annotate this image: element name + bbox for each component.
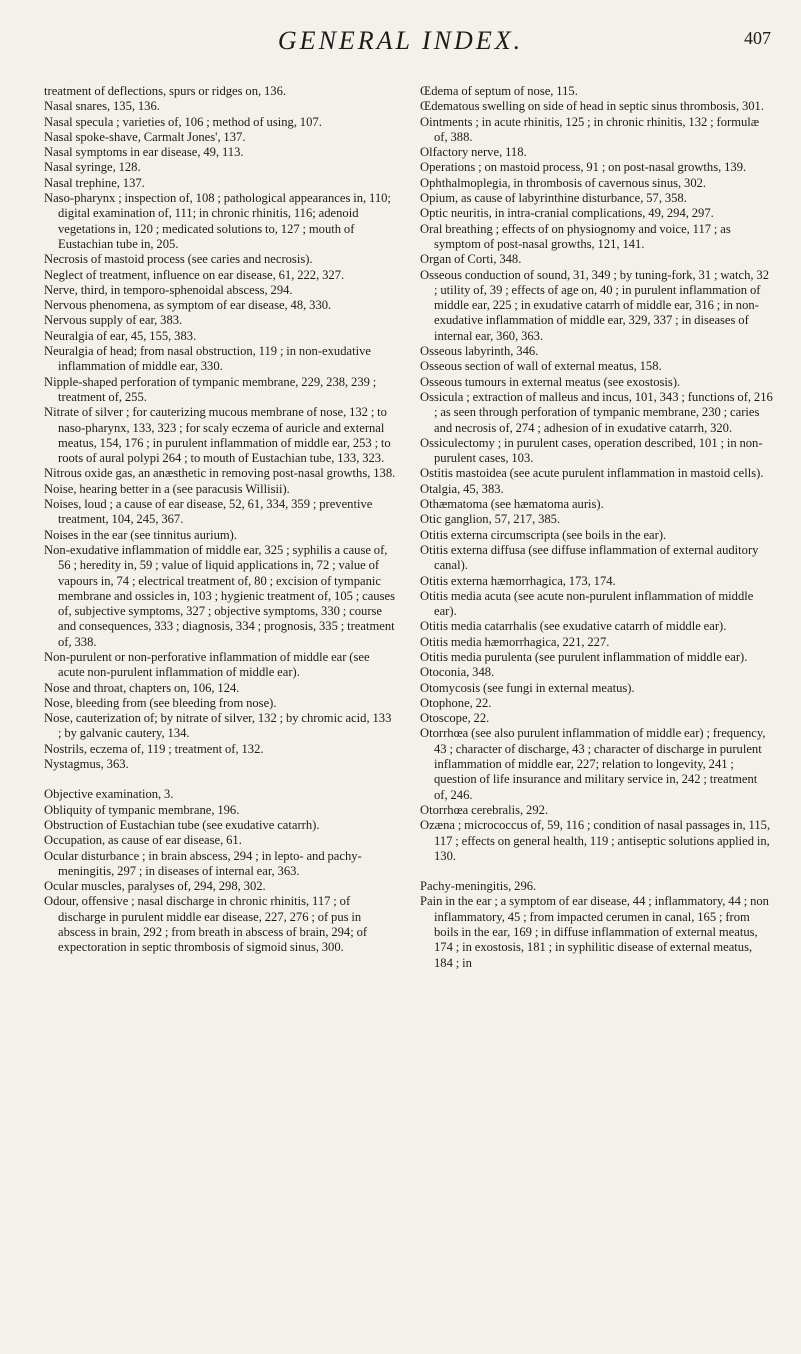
index-entry: Noise, hearing better in a (see paracusis Willisii). (44, 481, 290, 496)
index-entry: Nervous phenomena, as symptom of ear disease, 48, 330. (44, 298, 332, 313)
page-number: 407 (744, 28, 771, 48)
index-entry: Oral breathing ; effects of on physiognomy and voice, 117 ; as symptom of post-nasal growths, 121, 141. (420, 221, 731, 251)
right-index-column (420, 84, 773, 971)
index-entry: Organ of Corti, 348. (420, 252, 522, 267)
index-entry: Otitis externa hæmorrhagica, 173, 174. (420, 573, 616, 588)
index-entry: Non-exudative inflammation of middle ear, 325 ; syphilis a cause of, 56 ; heredity in, 59 ; value of liquid applications in, 72 ; value of vapours in, 74 ; electrical treatment of, 80 ; excision of tympanic membrane and ossicles in, 103 ; hygienic treatment of, 105 ; causes of, subjective symptoms, 327 ; objective symptoms, 330 ; course and consequences, 333 ; diagnosis, 334 ; prognosis, 335 ; treatment of, 338. (44, 542, 395, 649)
index-entry: Œdematous swelling on side of head in septic sinus thrombosis, 301. (420, 99, 764, 114)
index-entry: Nostrils, eczema of, 119 ; treatment of, 132. (44, 741, 264, 756)
index-entry: Nipple-shaped perforation of tympanic membrane, 229, 238, 239 ; treatment of, 255. (44, 374, 377, 404)
index-entry: Otitis externa circumscripta (see boils in the ear). (420, 527, 667, 542)
index-entry: Otitis media hæmorrhagica, 221, 227. (420, 634, 610, 649)
index-entry: Otitis externa diffusa (see diffuse inflammation of external auditory canal). (420, 542, 759, 573)
index-entry: Nasal trephine, 137. (44, 175, 145, 190)
index-entry: Œdema of septum of nose, 115. (420, 84, 578, 98)
index-entry: Opium, as cause of labyrinthine disturbance, 57, 358. (420, 191, 687, 206)
index-entry: Nerve, third, in temporo-sphenoidal abscess, 294. (44, 282, 293, 297)
index-entry: Nose and throat, chapters on, 106, 124. (44, 680, 240, 695)
section-gap (420, 864, 773, 879)
index-entry: Nasal specula ; varieties of, 106 ; method of using, 107. (44, 114, 322, 129)
index-entry: Ossicula ; extraction of malleus and incus, 101, 343 ; functions of, 216 ; as seen through perforation of tympanic membrane, 230 ; caries and necrosis of, 274 ; adhesion of in exudative catarrh, 320. (420, 389, 773, 435)
index-entry: Ocular disturbance ; in brain abscess, 294 ; in lepto- and pachy-meningitis, 297 ; in diseases of internal ear, 363. (44, 848, 362, 878)
index-entry: Otitis media acuta (see acute non-purulent inflammation of middle ear). (420, 588, 754, 619)
index-entry: Olfactory nerve, 118. (420, 145, 527, 160)
index-entry: Neuralgia of head; from nasal obstruction, 119 ; in non-exudative inflammation of middle ear, 330. (44, 344, 371, 374)
index-entry: Pain in the ear ; a symptom of ear disease, 44 ; inflammatory, 44 ; non inflammatory, 45 ; from impacted cerumen in canal, 165 ; from boils in the ear, 169 ; in diffuse inflammation of external meatus, 174 ; in exostosis, 181 ; in syphilitic disease of external meatus, 184 ; in (420, 894, 769, 970)
index-entry: Obstruction of Eustachian tube (see exudative catarrh). (44, 817, 320, 832)
index-entry: Nasal syringe, 128. (44, 160, 141, 175)
index-entry: Othæmatoma (see hæmatoma auris). (420, 497, 604, 512)
index-entry: Obliquity of tympanic membrane, 196. (44, 802, 240, 817)
index-entry: Nervous supply of ear, 383. (44, 313, 183, 328)
index-entry: Ozæna ; micrococcus of, 59, 116 ; condition of nasal passages in, 115, 117 ; effects on general health, 119 ; antiseptic solutions applied in, 130. (420, 818, 771, 863)
index-entry: Otorrhœa (see also purulent inflammation of middle ear) ; frequency, 43 ; character of discharge, 43 ; character of discharge in purulent inflammation of middle ear, 227; relation to longevity, 241 ; question of life insurance and military service in, 242 ; treatment of, 246. (420, 726, 766, 802)
index-entry: Osseous section of wall of external meatus, 158. (420, 359, 662, 374)
index-entry: Osseous conduction of sound, 31, 349 ; by tuning-fork, 31 ; watch, 32 ; utility of, 39 ; effects of age on, 40 ; in purulent inflammation of middle ear, 225 ; in exudative catarrh of middle ear, 316 ; in non-exudative inflammation of middle ear, 329, 337 ; in diseases of internal ear, 360, 363. (420, 267, 769, 343)
index-entry: Occupation, as cause of ear disease, 61. (44, 833, 242, 848)
index-entry: Objective examination, 3. (44, 787, 174, 802)
index-entry: Otitis media purulenta (see purulent inflammation of middle ear). (420, 649, 748, 664)
index-entry: Otitis media catarrhalis (see exudative catarrh of middle ear). (420, 619, 727, 634)
index-entry: Nasal snares, 135, 136. (44, 99, 160, 114)
index-entry: Pachy-meningitis, 296. (420, 879, 537, 894)
index-entry: treatment of deflections, spurs or ridges on, 136. (44, 84, 287, 98)
index-entry: Ophthalmoplegia, in thrombosis of cavernous sinus, 302. (420, 175, 707, 190)
index-entry: Otorrhœa cerebralis, 292. (420, 802, 549, 817)
index-entry: Ossiculectomy ; in purulent cases, operation described, 101 ; in non-purulent cases, 103. (420, 435, 763, 466)
left-index-column (44, 84, 397, 956)
page-header-title: GENERAL INDEX. (277, 26, 524, 55)
index-entry: Osseous labyrinth, 346. (420, 344, 539, 359)
index-entry: Otoscope, 22. (420, 711, 490, 726)
index-entry: Otalgia, 45, 383. (420, 481, 504, 496)
index-entry: Naso-pharynx ; inspection of, 108 ; pathological appearances in, 110; digital examination of, 111; in chronic rhinitis, 116; adenoid vegetations in, 120 ; medicated solutions to, 127 ; mouth of Eustachian tube in, 205. (44, 191, 391, 251)
index-entry: Noises, loud ; a cause of ear disease, 52, 61, 334, 359 ; preventive treatment, 104, 245, 367. (44, 497, 373, 527)
index-entry: Ocular muscles, paralyses of, 294, 298, 302. (44, 879, 266, 894)
section-gap (44, 772, 397, 787)
index-entry: Nitrate of silver ; for cauterizing mucous membrane of nose, 132 ; to naso-pharynx, 133, 323 ; for scaly eczema of auricle and external meatus, 154, 176 ; in purulent inflammation of middle ear, 253 ; to roots of aural polypi 264 ; to mouth of Eustachian tube, 133, 323. (44, 405, 391, 466)
index-entry: Otophone, 22. (420, 695, 492, 710)
index-entry: Noises in the ear (see tinnitus aurium). (44, 527, 238, 542)
index-entry: Otoconia, 348. (420, 665, 495, 680)
index-entry: Neuralgia of ear, 45, 155, 383. (44, 328, 197, 343)
index-entry: Non-purulent or non-perforative inflammation of middle ear (see acute non-purulent inflammation of middle ear). (44, 649, 370, 680)
index-entry: Ostitis mastoidea (see acute purulent inflammation in mastoid cells). (420, 466, 764, 481)
index-entry: Nose, cauterization of; by nitrate of silver, 132 ; by chromic acid, 133 ; by galvanic cautery, 134. (44, 711, 392, 741)
index-entry: Optic neuritis, in intra-cranial complications, 49, 294, 297. (420, 206, 714, 221)
index-entry: Neglect of treatment, influence on ear disease, 61, 222, 327. (44, 267, 345, 282)
index-entry: Otomycosis (see fungi in external meatus). (420, 680, 635, 695)
index-entry: Osseous tumours in external meatus (see exostosis). (420, 374, 681, 389)
index-entry: Otic ganglion, 57, 217, 385. (420, 512, 561, 527)
index-entry: Nitrous oxide gas, an anæsthetic in removing post-nasal growths, 138. (44, 466, 396, 481)
index-entry: Nystagmus, 363. (44, 757, 129, 772)
index-entry: Nasal symptoms in ear disease, 49, 113. (44, 145, 244, 160)
index-entry: Necrosis of mastoid process (see caries and necrosis). (44, 252, 313, 267)
index-entry: Nasal spoke-shave, Carmalt Jones', 137. (44, 129, 246, 144)
index-entry: Operations ; on mastoid process, 91 ; on post-nasal growths, 139. (420, 160, 747, 175)
index-entry: Ointments ; in acute rhinitis, 125 ; in chronic rhinitis, 132 ; formulæ of, 388. (420, 114, 760, 144)
index-entry: Nose, bleeding from (see bleeding from nose). (44, 695, 277, 710)
index-entry: Odour, offensive ; nasal discharge in chronic rhinitis, 117 ; of discharge in purulent middle ear disease, 227, 276 ; of pus in abscess in brain, 292 ; from breath in abscess of brain, 294; of expectoration in septic thrombosis of sigmoid sinus, 300. (44, 894, 368, 955)
